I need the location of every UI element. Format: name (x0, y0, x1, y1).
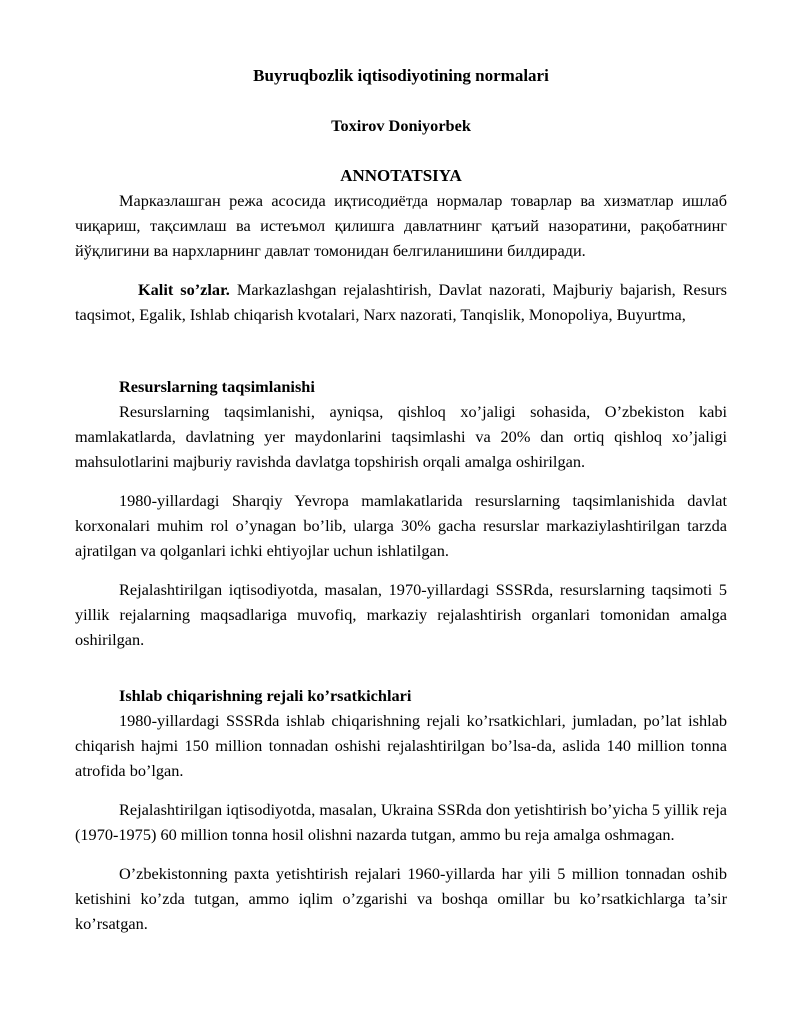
author-name: Toxirov Doniyorbek (331, 116, 471, 135)
annotation-paragraph: Марказлашган режа асосида иқтисодиётда нормалар товарлар ва хизматлар ишлаб чиқариш, тақсимлаш ва истеъмол қилишга давлатнинг қатъий назоратини, рақобатнинг йўқлигини ва нархларнинг давлат томонидан белгиланишини билдиради. (75, 191, 727, 260)
paragraph: Resurslarning taqsimlanishi, ayniqsa, qishloq xo’jaligi sohasida, O’zbekiston kabi mamlakatlarda, davlatning yer maydonlarini taqsimlashi va 20% dan ortiq qishloq xo’jaligi mahsulotlarini majburiy ravishda davlatga topshirish orqali amalga oshirilgan. (75, 402, 727, 471)
keywords-text: Markazlashgan rejalashtirish, Davlat nazorati, Majburiy bajarish, Resurs taqsimot, Egalik, Ishlab chiqarish kvotalari, Narx nazorati, Tanqislik, Monopoliya, Buyurtma, (75, 280, 728, 324)
paragraph: 1980-yillardagi SSSRda ishlab chiqarishning rejali ko’rsatkichlari, jumladan, po’lat ishlab chiqarish hajmi 150 million tonnadan oshishi rejalashtirilgan bo’lsa-da, aslida 140 million tonna atrofida bo’lgan. (75, 711, 727, 780)
keywords-paragraph (75, 277, 727, 327)
paragraph: O’zbekistonning paxta yetishtirish rejalari 1960-yillarda har yili 5 million tonnadan oshib ketishini ko’zda tutgan, ammo iqlim o’zgarishi va boshqa omillar bu ko’rsatkichlarga ta’sir ko’rsatgan. (75, 864, 727, 933)
keywords-label: Kalit so’zlar. (138, 280, 230, 299)
section-heading-resource-allocation: Resurslarning taqsimlanishi (119, 377, 315, 396)
document-title: Buyruqbozlik iqtisodiyotining normalari (253, 66, 549, 85)
section-production-targets (75, 683, 727, 936)
paragraph: Rejalashtirilgan iqtisodiyotda, masalan, Ukraina SSRda don yetishtirish bo’yicha 5 yillik reja (1970-1975) 60 million tonna hosil olishni nazarda tutgan, ammo bu reja amalga oshmagan. (75, 800, 727, 844)
annotation-heading: ANNOTATSIYA (340, 166, 462, 185)
section-heading-production-targets: Ishlab chiqarishning rejali ko’rsatkichlari (119, 686, 412, 705)
section-resource-allocation (75, 374, 727, 652)
paragraph: 1980-yillardagi Sharqiy Yevropa mamlakatlarida resurslarning taqsimlanishida davlat korxonalari muhim rol o’ynagan bo’lib, ularga 30% gacha resurslar markaziylashtirilgan tarzda ajratilgan va qolganlari ichki ehtiyojlar uchun ishlatilgan. (75, 491, 727, 560)
paragraph: Rejalashtirilgan iqtisodiyotda, masalan, 1970-yillardagi SSSRda, resurslarning taqsimoti 5 yillik rejalarning maqsadlariga muvofiq, markaziy rejalashtirish organlari tomonidan amalga oshirilgan. (75, 580, 727, 649)
